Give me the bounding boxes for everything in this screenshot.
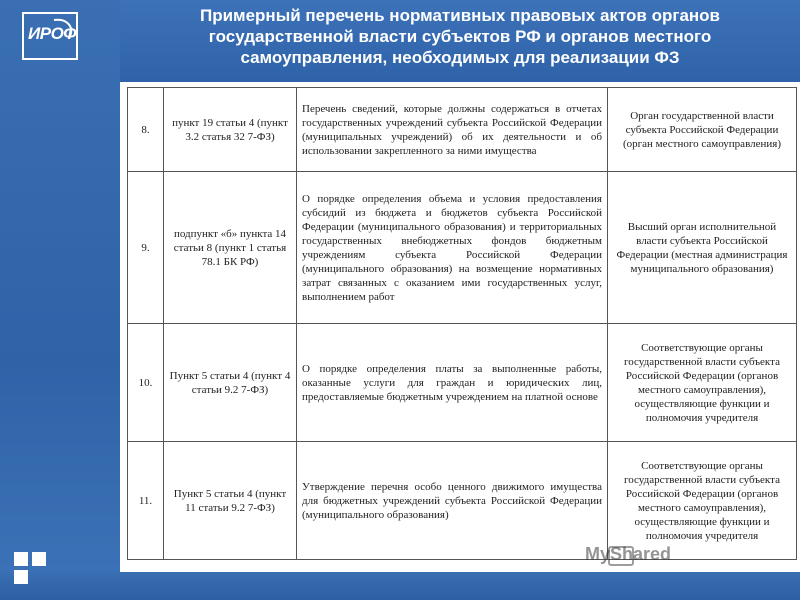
left-sidebar bbox=[0, 0, 120, 600]
law-reference: Пункт 5 статьи 4 (пункт 11 статьи 9.2 7-ФЗ) bbox=[164, 442, 297, 560]
square-icon bbox=[32, 552, 46, 566]
table-row bbox=[128, 442, 797, 560]
row-number: 8. bbox=[128, 88, 164, 172]
row-number: 10. bbox=[128, 324, 164, 442]
square-icon bbox=[14, 570, 28, 584]
law-reference: подпункт «б» пункта 14 статьи 8 (пункт 1 статья 78.1 БК РФ) bbox=[164, 172, 297, 324]
header-bar bbox=[120, 0, 800, 82]
square-icon bbox=[14, 552, 28, 566]
act-description: Перечень сведений, которые должны содержаться в отчетах государственных учреждений субъекта Российской Федерации (муниципальных учреждений) об их деятельности и об использовании закрепленного за ними имущества bbox=[297, 88, 608, 172]
law-reference: Пункт 5 статьи 4 (пункт 4 статьи 9.2 7-ФЗ) bbox=[164, 324, 297, 442]
responsible-body: Соответствующие органы государственной власти субъекта Российской Федерации (органов местного самоуправления), осуществляющие функции и полномочия учредителя bbox=[608, 324, 797, 442]
act-description: Утверждение перечня особо ценного движимого имущества для бюджетных учреждений субъекта Российской Федерации (муниципального образования) bbox=[297, 442, 608, 560]
iroff-logo bbox=[22, 12, 78, 60]
act-description: О порядке определения объема и условия предоставления субсидий из бюджета и бюджетов субъекта Российской Федерации (муниципального образования) и территориальных государственных внебюджетных фондов бюджетным учреждениям субъекта Российской Федерации (муниципального образования) на возмещение нормативных затрат связанных с оказанием ими государственных услуг, выполнением работ bbox=[297, 172, 608, 324]
table-row bbox=[128, 172, 797, 324]
table-row bbox=[128, 324, 797, 442]
act-description: О порядке определения платы за выполненные работы, оказанные услуги для граждан и юридических лиц, предоставляемые бюджетным учреждением на платной основе bbox=[297, 324, 608, 442]
row-number: 11. bbox=[128, 442, 164, 560]
responsible-body: Высший орган исполнительной власти субъекта Российской Федерации (местная администрация муниципального образования) bbox=[608, 172, 797, 324]
row-number: 9. bbox=[128, 172, 164, 324]
watermark: MyShared bbox=[585, 544, 672, 564]
responsible-body: Орган государственной власти субъекта Российской Федерации (орган местного самоуправления) bbox=[608, 88, 797, 172]
table-row bbox=[128, 88, 797, 172]
acts-table bbox=[127, 87, 797, 560]
footer-bar bbox=[0, 572, 800, 600]
page-title: Примерный перечень нормативных правовых актов органов государственной власти субъектов РФ и органов местного самоуправления, необходимых для реализации ФЗ bbox=[199, 6, 721, 67]
responsible-body: Соответствующие органы государственной власти субъекта Российской Федерации (органов местного самоуправления), осуществляющие функции и полномочия учредителя bbox=[608, 442, 797, 560]
logo-text: ИРОФ bbox=[28, 24, 77, 43]
content-area bbox=[120, 82, 800, 572]
law-reference: пункт 19 статьи 4 (пункт 3.2 статья 32 7-ФЗ) bbox=[164, 88, 297, 172]
